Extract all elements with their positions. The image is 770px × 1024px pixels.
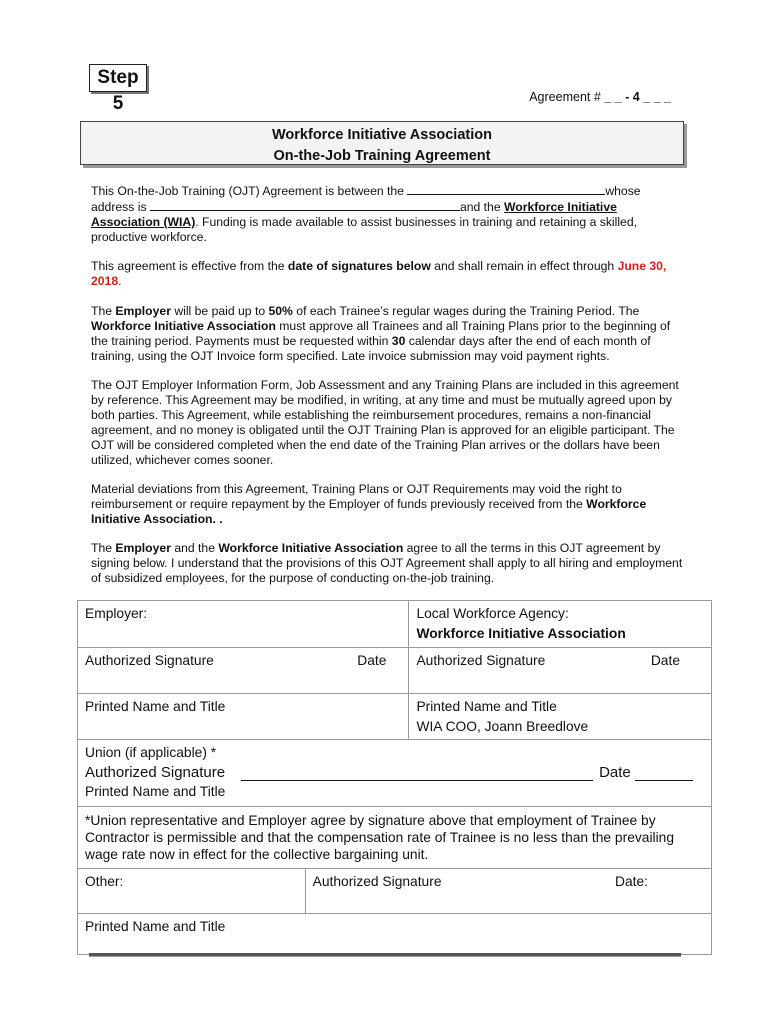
end-date: June 30, 2018 — [91, 259, 667, 288]
signature-table — [77, 600, 712, 955]
union-note: *Union representative and Employer agree by signature above that employment of Trainee by Contractor is permissible and that the compensation rate of Trainee is no less than the prevailing wage rate now in effect for the collective bargaining unit. — [78, 807, 712, 869]
employer-address-blank[interactable] — [150, 199, 460, 211]
union-cell[interactable]: Union (if applicable) * Authorized Signature Date Printed Name and Title — [78, 740, 712, 807]
other-printed-name-cell[interactable]: Printed Name and Title — [78, 914, 712, 955]
org-title: Workforce Initiative Association — [272, 127, 492, 143]
agency-printed-name-cell: Printed Name and Title WIA COO, Joann Breedlove — [409, 694, 712, 740]
employer-name-blank[interactable] — [407, 183, 605, 195]
other-signature-cell[interactable]: Authorized Signature Date: — [305, 869, 711, 914]
employer-printed-name-cell[interactable]: Printed Name and Title — [78, 694, 409, 740]
paragraph-deviations: Material deviations from this Agreement, Training Plans or OJT Requirements may void the right to reimbursement or require repayment by the Employer of funds previously received from the Workforce Initiative Association. . — [91, 482, 647, 526]
footer-divider — [89, 953, 681, 957]
union-date-blank[interactable] — [635, 766, 693, 781]
agency-signature-cell[interactable]: Authorized Signature Date — [409, 648, 712, 694]
paragraph-payment: The Employer will be paid up to 50% of each Trainee’s regular wages during the Training Period. The Workforce Initiative Association must approve all Trainees and all Training Plans prior to the beginning of the training period. Payments must be requested within 30 calendar days after the end of each month of training, using the OJT Invoice form specified. Late invoice submission may void payment rights. — [91, 304, 671, 363]
title-box — [80, 121, 684, 165]
agreement-number-value[interactable]: _ _ - 4 _ _ _ — [604, 90, 671, 104]
other-cell[interactable]: Other: — [78, 869, 306, 914]
paragraph-effective: This agreement is effective from the date of signatures below and shall remain in effect through June 30, 2018. — [91, 259, 667, 288]
agreement-number — [529, 90, 671, 104]
paragraph-agreement: The Employer and the Workforce Initiative Association agree to all the terms in this OJT agreement by signing below. I understand that the provisions of this OJT Agreement shall apply to all hiring and employment of subsidized employees, for the purpose of conducting on-the-job training. — [91, 541, 683, 585]
wia-name: Workforce Initiative Association (WIA) — [91, 200, 617, 229]
paragraph-forms: The OJT Employer Information Form, Job Assessment and any Training Plans are included in this agreement by reference. This Agreement may be modified, in writing, at any time and must be mutually agreed upon by both parties. This Agreement, while establishing the reimbursement procedures, remains a non-financial agreement, and no money is obligated until the OJT Training Plan is approved for an eligible participant. The OJT will be considered completed when the end date of the Training Plan arrives or the dollars have been utilized, whichever comes sooner. — [91, 378, 679, 467]
paragraph-parties: This On-the-Job Training (OJT) Agreement is between the whose address is and the Workforce Initiative Association (WIA). Funding is made available to assist businesses in training and retaining a skilled, productive workforce. — [91, 184, 641, 244]
employer-signature-cell[interactable]: Authorized Signature Date — [78, 648, 409, 694]
agency-cell: Local Workforce Agency: Workforce Initiative Association — [409, 601, 712, 648]
agreement-number-label: Agreement # — [529, 90, 601, 104]
union-signature-blank[interactable] — [241, 766, 593, 781]
agreement-title: On-the-Job Training Agreement — [273, 148, 491, 164]
employer-cell[interactable]: Employer: — [78, 601, 409, 648]
step-label: Step 5 — [89, 64, 147, 92]
